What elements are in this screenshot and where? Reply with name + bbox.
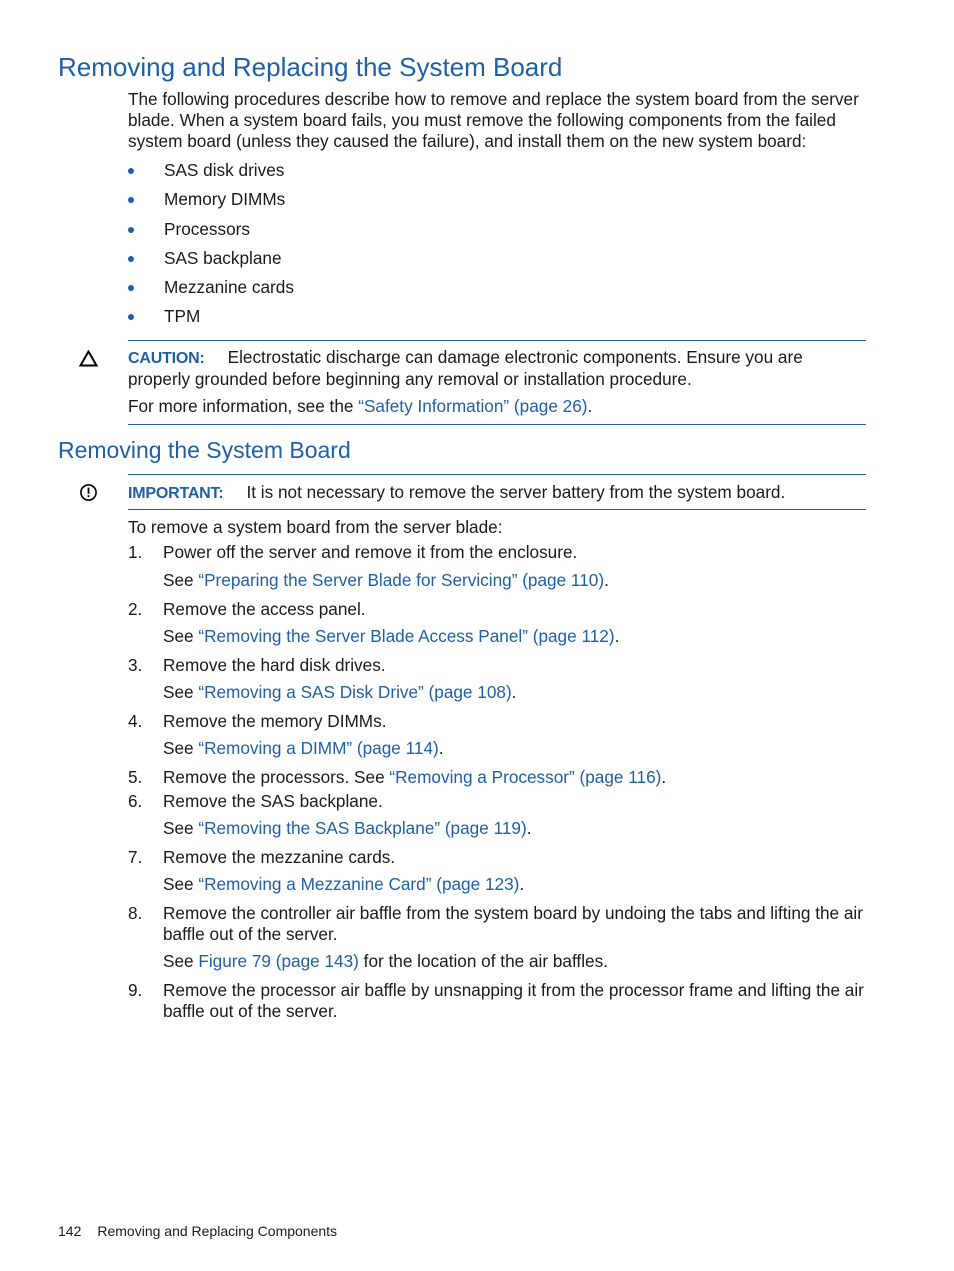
exclamation-circle-icon	[79, 483, 98, 502]
important-label: IMPORTANT:	[128, 485, 224, 502]
step-number: 2.	[128, 599, 143, 619]
step-reference: See “Removing a Mezzanine Card” (page 123).	[163, 874, 525, 894]
step-reference: See “Preparing the Server Blade for Servicing” (page 110).	[163, 570, 609, 590]
step-text: Remove the mezzanine cards.	[163, 847, 396, 867]
step-text: Remove the processors. See “Removing a Processor” (page 116).	[163, 767, 667, 787]
figure-79-link[interactable]: Figure 79 (page 143)	[198, 951, 359, 971]
mezzanine-card-link[interactable]: “Removing a Mezzanine Card” (page 123)	[198, 874, 520, 894]
step-number: 7.	[128, 847, 143, 867]
step-number: 6.	[128, 791, 143, 811]
page-title: Removing and Replacing the System Board	[58, 52, 563, 82]
step-number: 1.	[128, 542, 143, 562]
step-number: 3.	[128, 655, 143, 675]
dimm-link[interactable]: “Removing a DIMM” (page 114)	[198, 738, 439, 758]
step-number: 5.	[128, 767, 143, 787]
important-note	[128, 482, 785, 504]
step-number: 4.	[128, 711, 143, 731]
step-text: Remove the memory DIMMs.	[163, 711, 387, 731]
sas-disk-drive-link[interactable]: “Removing a SAS Disk Drive” (page 108)	[198, 682, 512, 702]
access-panel-link[interactable]: “Removing the Server Blade Access Panel” (page 112)	[198, 626, 615, 646]
caution-label: CAUTION:	[128, 350, 205, 367]
step-reference: See “Removing the SAS Backplane” (page 119).	[163, 818, 532, 838]
bullet-icon	[128, 168, 134, 174]
sas-backplane-link[interactable]: “Removing the SAS Backplane” (page 119)	[198, 818, 527, 838]
safety-information-link[interactable]: “Safety Information” (page 26)	[358, 396, 588, 416]
step-text: Remove the SAS backplane.	[163, 791, 383, 811]
step-reference: See “Removing a DIMM” (page 114).	[163, 738, 444, 758]
bullet-icon	[128, 227, 134, 233]
important-bottom-rule	[128, 509, 866, 510]
footer-section: Removing and Replacing Components	[97, 1223, 338, 1239]
step-text: Remove the controller air baffle from the system board by undoing the tabs and lifting the air baffle out of the server.	[163, 903, 863, 944]
step-number: 9.	[128, 980, 143, 1000]
page-footer	[58, 1223, 337, 1239]
step-text: Power off the server and remove it from the enclosure.	[163, 542, 578, 562]
important-top-rule	[128, 474, 866, 475]
warning-triangle-icon	[79, 350, 98, 367]
step-text: Remove the access panel.	[163, 599, 366, 619]
caution-more-info: For more information, see the “Safety Information” (page 26).	[128, 396, 593, 416]
step-reference: See “Removing the Server Blade Access Panel” (page 112).	[163, 626, 620, 646]
important-text: It is not necessary to remove the server battery from the system board.	[246, 482, 786, 502]
caution-bottom-rule	[128, 424, 866, 425]
bullet-icon	[128, 256, 134, 262]
caution-note	[128, 347, 866, 390]
step-reference: See “Removing a SAS Disk Drive” (page 108).	[163, 682, 517, 702]
page-number: 142	[58, 1223, 82, 1239]
step-reference: See Figure 79 (page 143) for the location of the air baffles.	[163, 951, 608, 971]
caution-top-rule	[128, 340, 866, 341]
preparing-servicing-link[interactable]: “Preparing the Server Blade for Servicing” (page 110)	[198, 570, 605, 590]
bullet-icon	[128, 314, 134, 320]
step-text: Remove the hard disk drives.	[163, 655, 386, 675]
bullet-icon	[128, 197, 134, 203]
processor-link[interactable]: “Removing a Processor” (page 116)	[389, 767, 662, 787]
procedure-intro: To remove a system board from the server blade:	[128, 517, 503, 537]
step-text: Remove the processor air baffle by unsnapping it from the processor frame and lifting the air baffle out of the server.	[163, 980, 864, 1021]
caution-text: Electrostatic discharge can damage electronic components. Ensure you are properly grounded before beginning any removal or installation procedure.	[128, 347, 803, 389]
bullet-icon	[128, 285, 134, 291]
section-heading: Removing the System Board	[58, 437, 351, 463]
intro-paragraph: The following procedures describe how to remove and replace the system board from the server blade. When a system board fails, you must remove the following components from the failed system board (unless they caused the failure), and install them on the new system board:	[128, 89, 859, 151]
step-number: 8.	[128, 903, 143, 923]
